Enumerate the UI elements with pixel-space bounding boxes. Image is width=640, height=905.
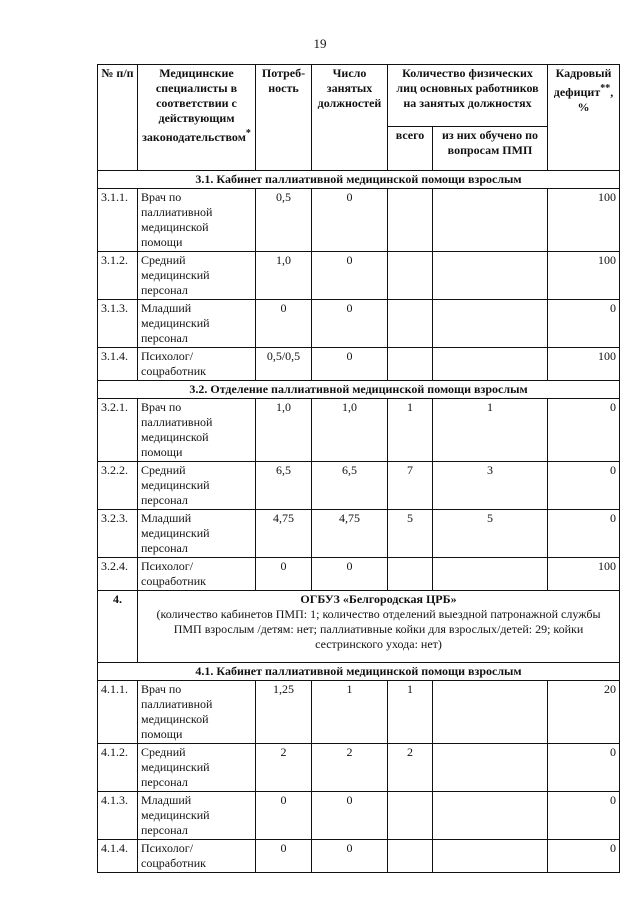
row-trained [433, 300, 548, 348]
row-number: 3.1.4. [98, 348, 138, 381]
row-specialist: Врач по паллиативной медицинской помощи [138, 189, 256, 252]
footnote-mark: ** [600, 83, 611, 94]
row-need: 1,0 [256, 399, 312, 462]
table-row [98, 840, 620, 873]
section-title: 3.1. Кабинет паллиативной медицинской помощи взрослым [98, 171, 620, 189]
header-specialists: Медицинские специалисты в соответствии с действующим законодательством* [138, 65, 256, 171]
section-header [98, 381, 620, 399]
row-number: 4.1.4. [98, 840, 138, 873]
table-row [98, 681, 620, 744]
row-trained [433, 348, 548, 381]
row-number: 3.1.2. [98, 252, 138, 300]
table-row [98, 399, 620, 462]
organization-row [98, 591, 620, 663]
row-specialist: Младший медицинский персонал [138, 792, 256, 840]
row-total [388, 840, 433, 873]
header-occupied: Число занятых должностей [312, 65, 388, 171]
row-specialist: Врач по паллиативной медицинской помощи [138, 399, 256, 462]
row-deficit: 0 [548, 510, 620, 558]
row-number: 3.1.1. [98, 189, 138, 252]
row-trained [433, 792, 548, 840]
table-row [98, 558, 620, 591]
row-deficit: 0 [548, 792, 620, 840]
row-need: 0 [256, 300, 312, 348]
header-trained: из них обучено по вопросам ПМП [433, 127, 548, 171]
row-occupied: 4,75 [312, 510, 388, 558]
row-trained [433, 189, 548, 252]
row-occupied: 6,5 [312, 462, 388, 510]
row-need: 1,0 [256, 252, 312, 300]
table-row [98, 510, 620, 558]
row-total: 7 [388, 462, 433, 510]
row-total: 5 [388, 510, 433, 558]
row-occupied: 0 [312, 348, 388, 381]
row-number: 4.1.1. [98, 681, 138, 744]
footnote-mark: * [245, 128, 251, 139]
row-total: 1 [388, 681, 433, 744]
row-trained: 5 [433, 510, 548, 558]
row-occupied: 0 [312, 558, 388, 591]
row-total [388, 189, 433, 252]
row-total [388, 252, 433, 300]
row-number: 3.2.1. [98, 399, 138, 462]
row-specialist: Средний медицинский персонал [138, 744, 256, 792]
row-deficit: 0 [548, 300, 620, 348]
row-need: 0 [256, 558, 312, 591]
row-need: 2 [256, 744, 312, 792]
row-total [388, 558, 433, 591]
row-occupied: 2 [312, 744, 388, 792]
section-title: 3.2. Отделение паллиативной медицинской помощи взрослым [98, 381, 620, 399]
row-total [388, 300, 433, 348]
header-total: всего [388, 127, 433, 171]
row-deficit: 100 [548, 348, 620, 381]
row-specialist: Младший медицинский персонал [138, 300, 256, 348]
row-trained [433, 744, 548, 792]
row-need: 6,5 [256, 462, 312, 510]
row-specialist: Психолог/ соцработник [138, 840, 256, 873]
row-trained: 1 [433, 399, 548, 462]
row-deficit: 0 [548, 744, 620, 792]
row-number: 4.1.3. [98, 792, 138, 840]
section-title: 4.1. Кабинет паллиативной медицинской помощи взрослым [98, 663, 620, 681]
row-deficit: 100 [548, 252, 620, 300]
table-row [98, 300, 620, 348]
section-header [98, 663, 620, 681]
organization-number: 4. [98, 591, 138, 663]
row-total: 2 [388, 744, 433, 792]
row-trained [433, 252, 548, 300]
row-occupied: 1 [312, 681, 388, 744]
row-need: 1,25 [256, 681, 312, 744]
organization-title: ОГБУЗ «Белгородская ЦРБ» [300, 592, 457, 606]
row-deficit: 20 [548, 681, 620, 744]
row-total [388, 792, 433, 840]
row-trained [433, 681, 548, 744]
row-number: 3.2.3. [98, 510, 138, 558]
row-total: 1 [388, 399, 433, 462]
row-occupied: 1,0 [312, 399, 388, 462]
row-occupied: 0 [312, 252, 388, 300]
row-need: 0 [256, 792, 312, 840]
row-need: 0,5/0,5 [256, 348, 312, 381]
row-number: 3.2.4. [98, 558, 138, 591]
header-num: № п/п [98, 65, 138, 171]
table-row [98, 744, 620, 792]
row-deficit: 0 [548, 462, 620, 510]
header-persons: Количество физических лиц основных работников на занятых должностях [388, 65, 548, 127]
row-specialist: Средний медицинский персонал [138, 462, 256, 510]
row-need: 0,5 [256, 189, 312, 252]
row-deficit: 0 [548, 399, 620, 462]
row-occupied: 0 [312, 300, 388, 348]
header-need: Потреб-ность [256, 65, 312, 171]
row-specialist: Средний медицинский персонал [138, 252, 256, 300]
row-trained [433, 840, 548, 873]
page-number: 19 [313, 36, 327, 51]
organization-note: (количество кабинетов ПМП: 1; количество отделений выездной патронажной службы ПМП взрослым /детям: нет; паллиативные койки для взрослых/детей: 29; койки сестринского ухода: нет) [156, 607, 601, 651]
row-occupied: 0 [312, 792, 388, 840]
row-specialist: Врач по паллиативной медицинской помощи [138, 681, 256, 744]
row-specialist: Младший медицинский персонал [138, 510, 256, 558]
row-number: 3.2.2. [98, 462, 138, 510]
row-trained [433, 558, 548, 591]
table-row [98, 189, 620, 252]
row-occupied: 0 [312, 840, 388, 873]
section-header [98, 171, 620, 189]
row-number: 4.1.2. [98, 744, 138, 792]
row-deficit: 100 [548, 189, 620, 252]
row-specialist: Психолог/ соцработник [138, 558, 256, 591]
row-trained: 3 [433, 462, 548, 510]
table-row [98, 792, 620, 840]
row-need: 0 [256, 840, 312, 873]
row-number: 3.1.3. [98, 300, 138, 348]
row-total [388, 348, 433, 381]
row-deficit: 100 [548, 558, 620, 591]
row-deficit: 0 [548, 840, 620, 873]
table-row [98, 348, 620, 381]
table-row [98, 462, 620, 510]
staffing-table [97, 64, 620, 873]
header-deficit: Кадровый дефицит**, % [548, 65, 620, 171]
row-need: 4,75 [256, 510, 312, 558]
row-occupied: 0 [312, 189, 388, 252]
table-row [98, 252, 620, 300]
organization-cell [138, 591, 620, 663]
row-specialist: Психолог/ соцработник [138, 348, 256, 381]
